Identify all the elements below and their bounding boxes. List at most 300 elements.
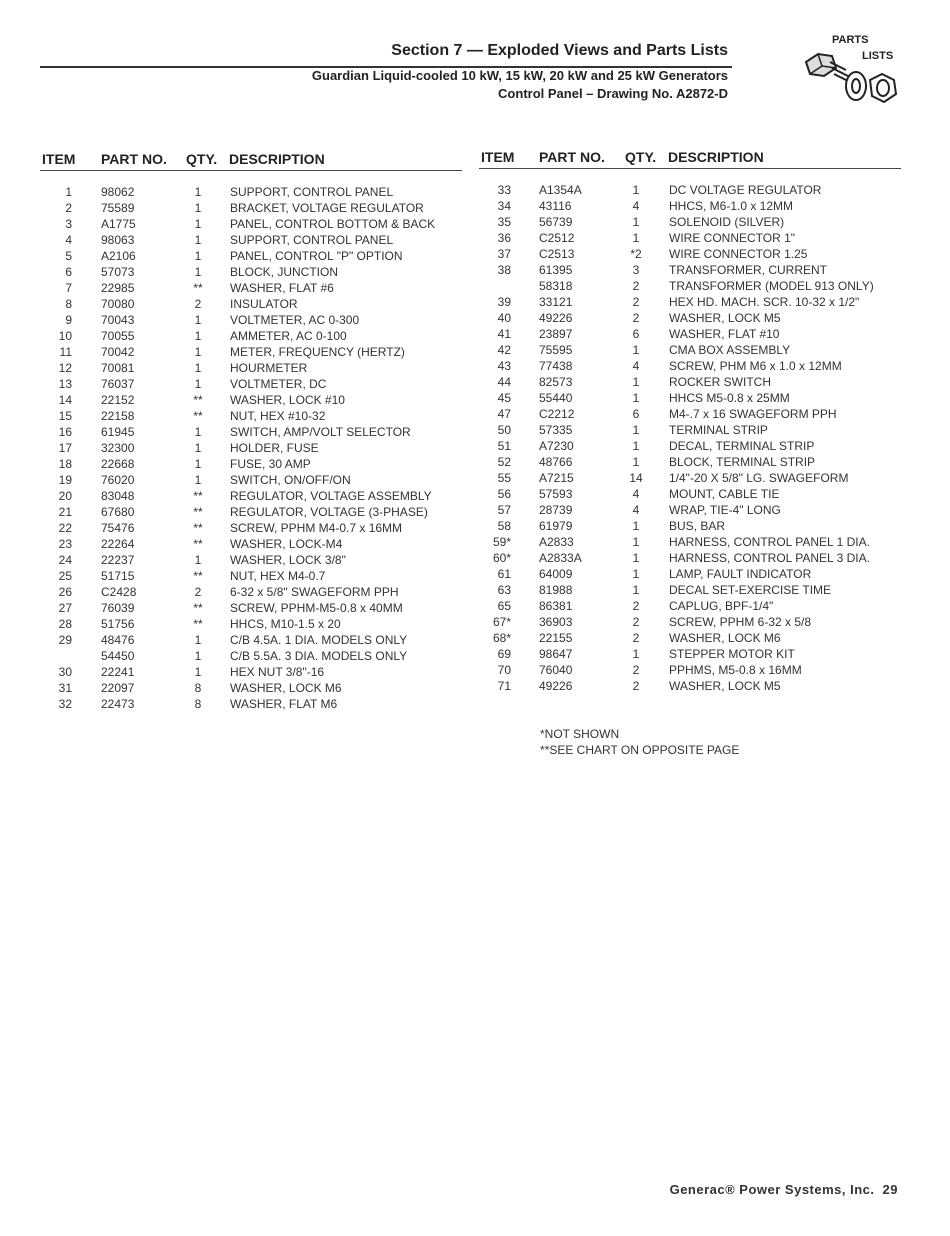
description: 1/4"-20 X 5/8" LG. SWAGEFORM <box>669 471 849 485</box>
quantity: 2 <box>632 599 640 613</box>
table-row <box>0 311 950 327</box>
part-number: 76039 <box>101 601 135 615</box>
quantity: 1 <box>632 375 640 389</box>
item-number: 18 <box>58 457 72 471</box>
item-number: 9 <box>65 313 72 327</box>
item-number: 70 <box>497 663 511 677</box>
description: WASHER, LOCK #10 <box>230 393 345 407</box>
item-number: 57 <box>497 503 511 517</box>
part-number: 61945 <box>101 425 135 439</box>
description: C/B 5.5A. 3 DIA. MODELS ONLY <box>230 649 408 663</box>
quantity: 1 <box>632 231 640 245</box>
description: LAMP, FAULT INDICATOR <box>669 567 812 581</box>
description: PANEL, CONTROL BOTTOM & BACK <box>230 217 436 231</box>
table-row <box>0 183 950 199</box>
quantity: ** <box>193 281 203 295</box>
item-number: 10 <box>58 329 72 343</box>
quantity: 2 <box>194 297 202 311</box>
bolt-nut-icon <box>800 40 910 110</box>
description: PANEL, CONTROL "P" OPTION <box>230 249 403 263</box>
part-number: 67680 <box>101 505 135 519</box>
description: SUPPORT, CONTROL PANEL <box>230 185 394 199</box>
item-number: 40 <box>497 311 511 325</box>
quantity: 1 <box>194 473 202 487</box>
part-number: 51756 <box>101 617 135 631</box>
part-number: 86381 <box>539 599 573 613</box>
table-row <box>0 697 950 713</box>
description: REGULATOR, VOLTAGE (3-PHASE) <box>230 505 428 519</box>
description: BLOCK, JUNCTION <box>230 265 339 279</box>
description: NUT, HEX M4-0.7 <box>230 569 326 583</box>
table-row <box>0 567 950 583</box>
quantity: 2 <box>632 631 640 645</box>
quantity: 1 <box>194 345 202 359</box>
description: NUT, HEX #10-32 <box>230 409 326 423</box>
description: BLOCK, TERMINAL STRIP <box>669 455 816 469</box>
description: WASHER, FLAT #6 <box>230 281 334 295</box>
quantity: 6 <box>632 407 640 421</box>
table-row <box>0 391 950 407</box>
description: WIRE CONNECTOR 1" <box>669 231 796 245</box>
item-number: 71 <box>497 679 511 693</box>
description: HHCS, M10-1.5 x 20 <box>230 617 341 631</box>
table-row <box>0 343 950 359</box>
quantity: 2 <box>632 311 640 325</box>
description: DC VOLTAGE REGULATOR <box>669 183 822 197</box>
part-number: A7230 <box>539 439 574 453</box>
description: SOLENOID (SILVER) <box>669 215 785 229</box>
quantity: ** <box>193 569 203 583</box>
quantity: 1 <box>632 455 640 469</box>
quantity: ** <box>193 601 203 615</box>
description: TRANSFORMER (MODEL 913 ONLY) <box>669 279 874 293</box>
table-row <box>0 471 950 487</box>
right-part-header: PART NO. <box>539 149 605 165</box>
quantity: ** <box>193 393 203 407</box>
item-number: 33 <box>497 183 511 197</box>
item-number: 39 <box>497 295 511 309</box>
part-number: 98062 <box>101 185 135 199</box>
description: HEX HD. MACH. SCR. 10-32 x 1/2" <box>669 295 860 309</box>
item-number: 21 <box>58 505 72 519</box>
quantity: 1 <box>194 665 202 679</box>
table-row <box>0 359 950 375</box>
table-row <box>0 551 950 567</box>
description: SUPPORT, CONTROL PANEL <box>230 233 394 247</box>
quantity: 1 <box>194 633 202 647</box>
item-number: 41 <box>497 327 511 341</box>
item-number: 27 <box>58 601 72 615</box>
description: METER, FREQUENCY (HERTZ) <box>230 345 405 359</box>
quantity: 1 <box>194 201 202 215</box>
description: HARNESS, CONTROL PANEL 1 DIA. <box>669 535 870 549</box>
quantity: 4 <box>632 503 640 517</box>
logo-parts-label: PARTS <box>832 34 869 46</box>
table-row <box>0 679 950 695</box>
description: BRACKET, VOLTAGE REGULATOR <box>230 201 424 215</box>
description: WASHER, LOCK M6 <box>669 631 781 645</box>
part-number: 61395 <box>539 263 573 277</box>
description: WASHER, LOCK 3/8" <box>230 553 346 567</box>
quantity: 2 <box>632 295 640 309</box>
part-number: 75595 <box>539 343 573 357</box>
description: REGULATOR, VOLTAGE ASSEMBLY <box>230 489 432 503</box>
page-number: 29 <box>882 1182 898 1197</box>
description: AMMETER, AC 0-100 <box>230 329 347 343</box>
table-row <box>0 247 950 263</box>
quantity: 1 <box>194 217 202 231</box>
quantity: 14 <box>629 471 643 485</box>
item-number: 17 <box>58 441 72 455</box>
quantity: 1 <box>194 313 202 327</box>
part-number: 70080 <box>101 297 135 311</box>
part-number: 49226 <box>539 679 573 693</box>
item-number: 56 <box>497 487 511 501</box>
quantity: 2 <box>632 679 640 693</box>
part-number: 48766 <box>539 455 573 469</box>
table-row <box>0 279 950 295</box>
see-chart-note: **SEE CHART ON OPPOSITE PAGE <box>540 743 740 757</box>
item-number: 36 <box>497 231 511 245</box>
item-number: 30 <box>58 665 72 679</box>
item-number: 67* <box>492 615 511 629</box>
drawing-subtitle: Control Panel – Drawing No. A2872-D <box>498 86 728 101</box>
part-number: 22473 <box>101 697 135 711</box>
quantity: 1 <box>194 329 202 343</box>
part-number: 32300 <box>101 441 135 455</box>
part-number: 28739 <box>539 503 573 517</box>
quantity: 1 <box>632 423 640 437</box>
item-number: 5 <box>65 249 72 263</box>
part-number: 22668 <box>101 457 135 471</box>
part-number: C2513 <box>539 247 575 261</box>
item-number: 23 <box>58 537 72 551</box>
table-row <box>0 423 950 439</box>
item-number: 3 <box>65 217 72 231</box>
description: 6-32 x 5/8" SWAGEFORM PPH <box>230 585 399 599</box>
quantity: 1 <box>194 457 202 471</box>
quantity: 1 <box>632 343 640 357</box>
part-number: 75476 <box>101 521 135 535</box>
description: WASHER, LOCK M5 <box>669 311 781 325</box>
item-number: 28 <box>58 617 72 631</box>
item-number: 13 <box>58 377 72 391</box>
part-number: 83048 <box>101 489 135 503</box>
table-row <box>0 215 950 231</box>
description: STEPPER MOTOR KIT <box>669 647 795 661</box>
item-number: 1 <box>65 185 72 199</box>
quantity: 1 <box>632 519 640 533</box>
description: WASHER, FLAT M6 <box>230 697 338 711</box>
quantity: ** <box>193 505 203 519</box>
part-number: 57335 <box>539 423 573 437</box>
part-number: 81988 <box>539 583 573 597</box>
quantity: 1 <box>194 553 202 567</box>
left-description-header: DESCRIPTION <box>229 151 325 167</box>
item-number: 65 <box>497 599 511 613</box>
description: SWITCH, ON/OFF/ON <box>230 473 351 487</box>
quantity: 1 <box>632 439 640 453</box>
quantity: 1 <box>194 265 202 279</box>
item-number: 24 <box>58 553 72 567</box>
table-row <box>0 375 950 391</box>
description: SCREW, PPHM-M5-0.8 x 40MM <box>230 601 403 615</box>
not-shown-note: *NOT SHOWN <box>540 727 620 741</box>
description: HOURMETER <box>230 361 308 375</box>
description: SCREW, PPHM M4-0.7 x 16MM <box>230 521 403 535</box>
description: PPHMS, M5-0.8 x 16MM <box>669 663 802 677</box>
description: HHCS, M6-1.0 x 12MM <box>669 199 794 213</box>
item-number: 47 <box>497 407 511 421</box>
part-number: 57593 <box>539 487 573 501</box>
item-number: 51 <box>497 439 511 453</box>
part-number: 51715 <box>101 569 135 583</box>
part-number: 70042 <box>101 345 135 359</box>
item-number: 69 <box>497 647 511 661</box>
item-number: 26 <box>58 585 72 599</box>
item-number: 8 <box>65 297 72 311</box>
item-number: 45 <box>497 391 511 405</box>
item-number: 29 <box>58 633 72 647</box>
item-number: 20 <box>58 489 72 503</box>
item-number: 37 <box>497 247 511 261</box>
quantity: 8 <box>194 681 202 695</box>
table-row <box>0 199 950 215</box>
part-number: 64009 <box>539 567 573 581</box>
quantity: 4 <box>632 359 640 373</box>
part-number: A2833 <box>539 535 574 549</box>
description: DECAL SET-EXERCISE TIME <box>669 583 832 597</box>
item-number: 4 <box>65 233 72 247</box>
item-number: 15 <box>58 409 72 423</box>
item-number: 52 <box>497 455 511 469</box>
table-row <box>0 631 950 647</box>
item-number: 61 <box>497 567 511 581</box>
table-row <box>0 503 950 519</box>
item-number: 43 <box>497 359 511 373</box>
description: WASHER, LOCK M6 <box>230 681 342 695</box>
description: CMA BOX ASSEMBLY <box>669 343 791 357</box>
quantity: ** <box>193 521 203 535</box>
part-number: C2428 <box>101 585 137 599</box>
part-number: A1354A <box>539 183 582 197</box>
part-number: 70055 <box>101 329 135 343</box>
description: SCREW, PHM M6 x 1.0 x 12MM <box>669 359 842 373</box>
quantity: 1 <box>194 249 202 263</box>
quantity: 1 <box>194 377 202 391</box>
description: WASHER, LOCK M5 <box>669 679 781 693</box>
quantity: 1 <box>194 441 202 455</box>
right-item-header: ITEM <box>481 149 515 165</box>
item-number: 59* <box>492 535 511 549</box>
description: HEX NUT 3/8"-16 <box>230 665 325 679</box>
left-item-header: ITEM <box>42 151 76 167</box>
left-qty-header: QTY. <box>186 151 218 167</box>
item-number: 35 <box>497 215 511 229</box>
description: TRANSFORMER, CURRENT <box>669 263 827 277</box>
left-part-header: PART NO. <box>101 151 167 167</box>
part-number: 22237 <box>101 553 135 567</box>
quantity: 1 <box>632 647 640 661</box>
part-number: 76037 <box>101 377 135 391</box>
quantity: 1 <box>632 567 640 581</box>
quantity: 3 <box>632 263 640 277</box>
item-number: 63 <box>497 583 511 597</box>
description: SCREW, PPHM 6-32 x 5/8 <box>669 615 812 629</box>
part-number: 22264 <box>101 537 135 551</box>
item-number: 2 <box>65 201 72 215</box>
item-number: 34 <box>497 199 511 213</box>
table-row <box>0 263 950 279</box>
part-number: 76020 <box>101 473 135 487</box>
description: WIRE CONNECTOR 1.25 <box>669 247 808 261</box>
table-row <box>0 231 950 247</box>
quantity: 4 <box>632 199 640 213</box>
right-qty-header: QTY. <box>625 149 657 165</box>
part-number: 43116 <box>539 199 572 213</box>
item-number: 16 <box>58 425 72 439</box>
part-number: 22097 <box>101 681 135 695</box>
part-number: 23897 <box>539 327 573 341</box>
part-number: 82573 <box>539 375 573 389</box>
document-subtitle: Guardian Liquid-cooled 10 kW, 15 kW, 20 kW and 25 kW Generators <box>311 68 728 83</box>
quantity: 4 <box>632 487 640 501</box>
description: INSULATOR <box>230 297 298 311</box>
part-number: 98063 <box>101 233 135 247</box>
item-number: 22 <box>58 521 72 535</box>
description: SWITCH, AMP/VOLT SELECTOR <box>230 425 411 439</box>
table-row <box>0 615 950 631</box>
part-number: 22158 <box>101 409 135 423</box>
description: TERMINAL STRIP <box>669 423 768 437</box>
description: BUS, BAR <box>669 519 726 533</box>
logo-lists-label: LISTS <box>862 50 894 62</box>
table-row <box>0 439 950 455</box>
table-row <box>0 647 950 663</box>
part-number: 70043 <box>101 313 135 327</box>
description: HOLDER, FUSE <box>230 441 319 455</box>
item-number: 6 <box>65 265 72 279</box>
part-number: 70081 <box>101 361 135 375</box>
quantity: 1 <box>632 535 640 549</box>
quantity: 1 <box>632 215 640 229</box>
item-number: 38 <box>497 263 511 277</box>
parts-lists-logo <box>800 30 910 110</box>
part-number: A1775 <box>101 217 136 231</box>
description: DECAL, TERMINAL STRIP <box>669 439 815 453</box>
part-number: 22155 <box>539 631 573 645</box>
quantity: 8 <box>194 697 202 711</box>
quantity: 1 <box>632 391 640 405</box>
description: C/B 4.5A. 1 DIA. MODELS ONLY <box>230 633 408 647</box>
quantity: 2 <box>632 615 640 629</box>
description: WASHER, FLAT #10 <box>669 327 780 341</box>
right-header-rule <box>479 168 901 169</box>
table-row <box>0 599 950 615</box>
table-row <box>0 487 950 503</box>
part-number: A2106 <box>101 249 136 263</box>
item-number: 19 <box>58 473 72 487</box>
part-number: 56739 <box>539 215 573 229</box>
part-number: 58318 <box>539 279 573 293</box>
part-number: C2212 <box>539 407 575 421</box>
table-row <box>0 519 950 535</box>
part-number: 22241 <box>101 665 135 679</box>
item-number: 25 <box>58 569 72 583</box>
table-row <box>0 535 950 551</box>
table-row <box>0 455 950 471</box>
item-number: 42 <box>497 343 511 357</box>
table-row <box>0 583 950 599</box>
quantity: 2 <box>632 279 640 293</box>
footer-company: Generac® Power Systems, Inc. <box>669 1182 875 1197</box>
part-number: A7215 <box>539 471 574 485</box>
description: WASHER, LOCK-M4 <box>230 537 343 551</box>
quantity: 1 <box>632 551 640 565</box>
quantity: ** <box>193 409 203 423</box>
part-number: 22152 <box>101 393 135 407</box>
page-footer <box>670 1182 898 1197</box>
section-title: Section 7 — Exploded Views and Parts Lists <box>391 42 728 59</box>
quantity: 1 <box>194 185 202 199</box>
item-number: 11 <box>59 345 72 359</box>
part-number: 75589 <box>101 201 135 215</box>
item-number: 31 <box>58 681 72 695</box>
description: M4-.7 x 16 SWAGEFORM PPH <box>669 407 837 421</box>
item-number: 50 <box>497 423 511 437</box>
quantity: 1 <box>194 425 202 439</box>
part-number: C2512 <box>539 231 575 245</box>
part-number: 76040 <box>539 663 573 677</box>
quantity: 1 <box>194 361 202 375</box>
quantity: 2 <box>194 585 202 599</box>
item-number: 7 <box>65 281 72 295</box>
part-number: 98647 <box>539 647 573 661</box>
quantity: 1 <box>194 233 202 247</box>
item-number: 44 <box>497 375 511 389</box>
item-number: 55 <box>497 471 511 485</box>
table-row <box>0 663 950 679</box>
description: HARNESS, CONTROL PANEL 3 DIA. <box>669 551 870 565</box>
description: VOLTMETER, AC 0-300 <box>230 313 360 327</box>
table-row <box>0 407 950 423</box>
description: ROCKER SWITCH <box>669 375 771 389</box>
part-number: 55440 <box>539 391 573 405</box>
part-number: 36903 <box>539 615 573 629</box>
table-row <box>0 295 950 311</box>
part-number: 61979 <box>539 519 573 533</box>
part-number: 49226 <box>539 311 573 325</box>
description: CAPLUG, BPF-1/4" <box>669 599 774 613</box>
quantity: 1 <box>632 183 640 197</box>
item-number: 12 <box>58 361 72 375</box>
description: VOLTMETER, DC <box>230 377 327 391</box>
item-number: 32 <box>58 697 72 711</box>
right-description-header: DESCRIPTION <box>668 149 764 165</box>
item-number: 58 <box>497 519 511 533</box>
part-number: 48476 <box>101 633 135 647</box>
item-number: 14 <box>58 393 72 407</box>
quantity: *2 <box>630 247 642 261</box>
quantity: ** <box>193 537 203 551</box>
part-number: 22985 <box>101 281 135 295</box>
part-number: 54450 <box>101 649 135 663</box>
left-header-rule <box>40 170 462 171</box>
table-row <box>0 327 950 343</box>
quantity: 1 <box>194 649 202 663</box>
part-number: A2833A <box>539 551 582 565</box>
part-number: 33121 <box>539 295 573 309</box>
